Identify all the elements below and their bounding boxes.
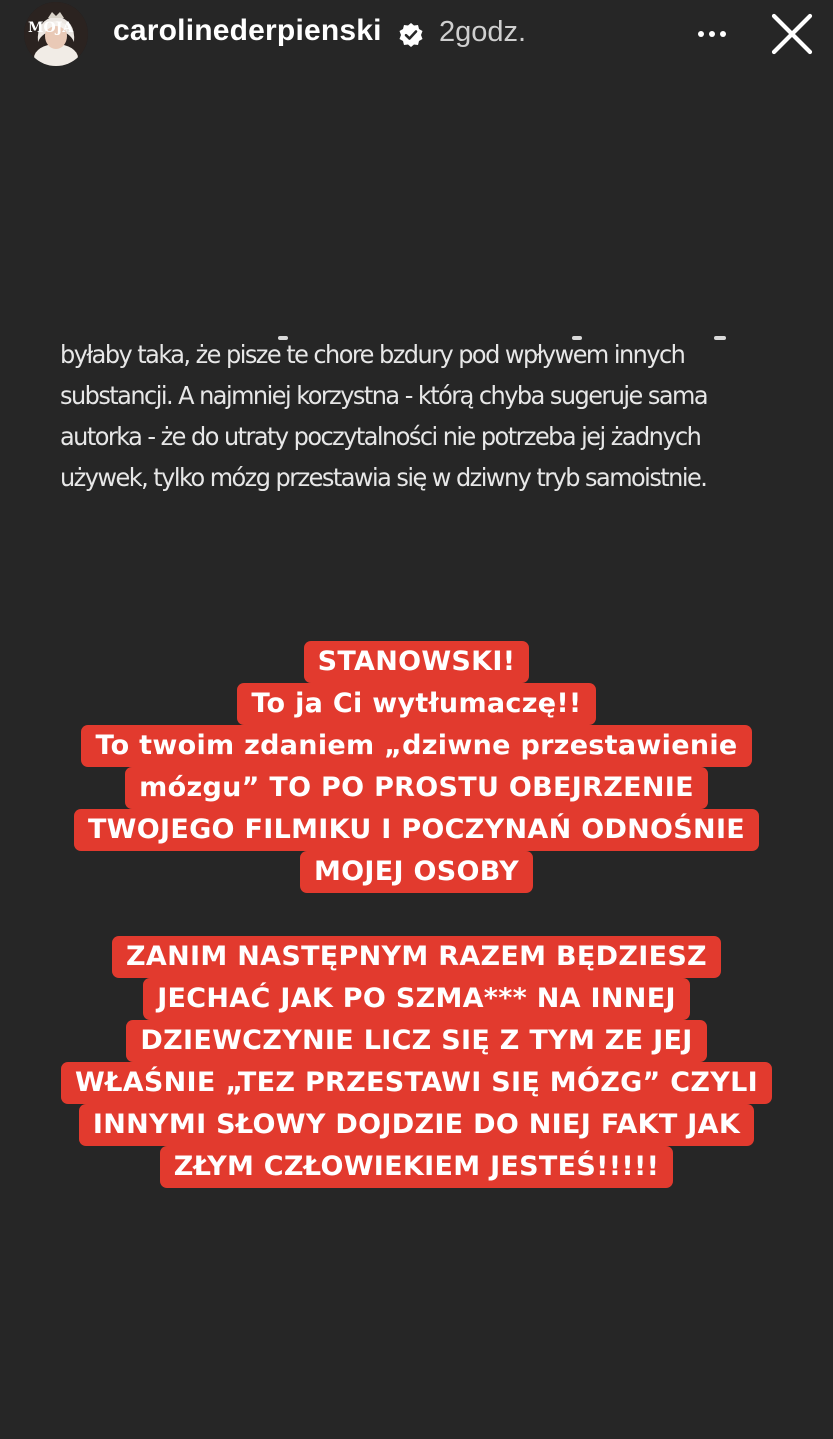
quoted-article-text: [60, 334, 751, 498]
caption-line: MOJEJ OSOBY: [300, 851, 533, 893]
more-options-button[interactable]: [688, 16, 736, 52]
quote-line: autorka - że do utraty poczytalności nie potrzeba jej żadnych: [60, 422, 701, 451]
caption-line: ZANIM NASTĘPNYM RAZEM BĘDZIESZ: [112, 936, 721, 978]
more-dot: [720, 31, 726, 37]
caption-line: DZIEWCZYNIE LICZ SIĘ Z TYM ZE JEJ: [126, 1020, 706, 1062]
close-button[interactable]: [768, 10, 816, 58]
avatar-image: [24, 2, 88, 66]
story-caption-1: [0, 641, 833, 893]
caption-line: WŁAŚNIE „TEZ PRZESTAWI SIĘ MÓZG” CZYLI: [61, 1062, 772, 1104]
caption-line: TWOJEGO FILMIKU I POCZYNAŃ ODNOŚNIE: [74, 809, 759, 851]
caption-line: STANOWSKI!: [304, 641, 530, 683]
story-caption-2: [0, 936, 833, 1188]
avatar[interactable]: [24, 2, 88, 66]
more-horizontal-icon: [698, 31, 704, 37]
caption-line: INNYMI SŁOWY DOJDZIE DO NIEJ FAKT JAK: [79, 1104, 754, 1146]
more-dot: [709, 31, 715, 37]
quote-line: byłaby taka, że pisze te chore bzdury pod wpływem innych: [60, 340, 685, 369]
quote-line: substancji. A najmniej korzystna - którą chyba sugeruje sama: [60, 381, 708, 410]
caption-line: JECHAĆ JAK PO SZMA*** NA INNEJ: [143, 978, 690, 1020]
verified-badge-icon: [398, 22, 424, 48]
story-header: [0, 0, 833, 70]
story-username[interactable]: carolinederpienski: [113, 14, 382, 47]
caption-line: mózgu” TO PO PROSTU OBEJRZENIE: [125, 767, 708, 809]
story-timestamp: 2godz.: [439, 16, 527, 48]
close-icon: [768, 10, 816, 58]
caption-line: ZŁYM CZŁOWIEKIEM JESTEŚ!!!!!: [160, 1146, 673, 1188]
avatar-logo-text: MOJA: [28, 20, 74, 36]
caption-line: To twoim zdaniem „dziwne przestawienie: [81, 725, 751, 767]
quote-line: używek, tylko mózg przestawia się w dziwny tryb samoistnie.: [60, 463, 707, 492]
caption-line: To ja Ci wytłumaczę!!: [237, 683, 595, 725]
